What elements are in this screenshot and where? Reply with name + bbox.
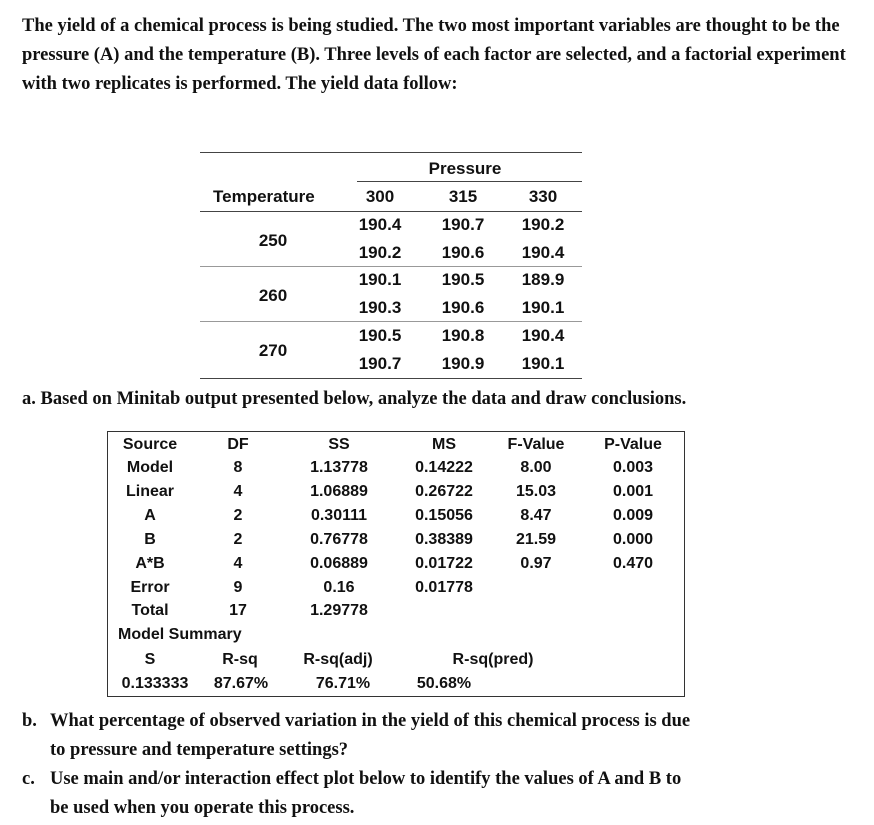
summary-value: 87.67% bbox=[213, 675, 269, 692]
summary-header: R-sq bbox=[222, 651, 258, 668]
summary-value: 76.71% bbox=[315, 675, 371, 692]
anova-cell: B bbox=[144, 531, 156, 548]
table-bottom-rule bbox=[200, 378, 582, 379]
anova-cell: 15.03 bbox=[515, 483, 557, 500]
yield-cell: 190.4 bbox=[521, 326, 565, 345]
question-c-label: c. bbox=[22, 769, 35, 789]
yield-cell: 190.6 bbox=[441, 298, 485, 317]
yield-cell: 190.1 bbox=[521, 298, 565, 317]
summary-value: 50.68% bbox=[416, 675, 472, 692]
anova-cell: 0.26722 bbox=[415, 483, 473, 500]
anova-header: DF bbox=[227, 436, 249, 453]
anova-cell: 0.15056 bbox=[415, 507, 473, 524]
pressure-level: 330 bbox=[528, 187, 558, 206]
summary-value: 0.133333 bbox=[121, 675, 189, 692]
yield-cell: 190.2 bbox=[358, 243, 402, 262]
yield-cell: 190.5 bbox=[441, 270, 485, 289]
yield-cell: 190.6 bbox=[441, 243, 485, 262]
yield-cell: 190.1 bbox=[358, 270, 402, 289]
summary-header: R-sq(pred) bbox=[452, 651, 534, 668]
pressure-header: Pressure bbox=[428, 159, 502, 178]
model-summary-title: Model Summary bbox=[118, 626, 242, 643]
anova-cell: 4 bbox=[233, 483, 243, 500]
anova-cell: 0.009 bbox=[612, 507, 654, 524]
anova-cell: 0.01778 bbox=[415, 579, 473, 596]
anova-cell: A bbox=[144, 507, 156, 524]
anova-cell: 8.47 bbox=[520, 507, 552, 524]
yield-cell: 190.2 bbox=[521, 215, 565, 234]
question-a: a. Based on Minitab output presented below, analyze the data and draw conclusions. bbox=[22, 389, 687, 409]
question-c-line1: Use main and/or interaction effect plot below to identify the values of A and B to bbox=[50, 769, 682, 789]
anova-cell: 21.59 bbox=[515, 531, 557, 548]
anova-cell: Model bbox=[126, 459, 174, 476]
header-rule bbox=[200, 211, 582, 212]
temperature-header: Temperature bbox=[213, 187, 315, 206]
problem-statement: The yield of a chemical process is being studied. The two most important variables are thought to be the pressure (A) and the temperature (B). Three levels of each factor are selected, and a factorial experiment with two replicates is performed. The yield data follow: bbox=[22, 16, 846, 94]
anova-cell: 1.13778 bbox=[310, 459, 368, 476]
anova-cell: 1.06889 bbox=[310, 483, 368, 500]
anova-header: SS bbox=[328, 436, 350, 453]
anova-cell: 1.29778 bbox=[310, 602, 368, 619]
anova-cell: 0.76778 bbox=[310, 531, 368, 548]
row-rule bbox=[200, 321, 582, 322]
yield-cell: 190.9 bbox=[441, 354, 485, 373]
yield-cell: 190.4 bbox=[358, 215, 402, 234]
anova-cell: 0.30111 bbox=[310, 507, 368, 524]
yield-cell: 190.5 bbox=[358, 326, 402, 345]
anova-cell: 0.16 bbox=[323, 579, 355, 596]
anova-header: P-Value bbox=[604, 436, 662, 453]
anova-cell: Total bbox=[131, 602, 169, 619]
pressure-level: 300 bbox=[365, 187, 395, 206]
yield-cell: 189.9 bbox=[521, 270, 565, 289]
question-c bbox=[22, 765, 852, 823]
yield-cell: 190.7 bbox=[358, 354, 402, 373]
temperature-level: 270 bbox=[258, 341, 288, 360]
question-b-line2: to pressure and temperature settings? bbox=[50, 740, 349, 760]
yield-cell: 190.4 bbox=[521, 243, 565, 262]
question-b bbox=[22, 707, 852, 765]
anova-cell: 0.14222 bbox=[415, 459, 473, 476]
yield-cell: 190.7 bbox=[441, 215, 485, 234]
temperature-level: 250 bbox=[258, 231, 288, 250]
anova-cell: 0.38389 bbox=[415, 531, 473, 548]
anova-cell: 8 bbox=[233, 459, 243, 476]
yield-cell: 190.8 bbox=[441, 326, 485, 345]
anova-cell: 0.000 bbox=[612, 531, 654, 548]
minitab-output bbox=[107, 431, 685, 697]
anova-cell: Linear bbox=[125, 483, 175, 500]
anova-cell: 0.97 bbox=[520, 555, 552, 572]
anova-header: Source bbox=[122, 436, 178, 453]
anova-cell: Error bbox=[130, 579, 170, 596]
temperature-level: 260 bbox=[258, 286, 288, 305]
pressure-level: 315 bbox=[448, 187, 478, 206]
anova-cell: 2 bbox=[233, 507, 243, 524]
question-b-line1: What percentage of observed variation in the yield of this chemical process is due bbox=[50, 711, 691, 731]
question-c-line2: be used when you operate this process. bbox=[50, 798, 355, 818]
anova-cell: 0.06889 bbox=[310, 555, 368, 572]
pressure-rule bbox=[357, 181, 582, 182]
yield-cell: 190.3 bbox=[358, 298, 402, 317]
question-b-label: b. bbox=[22, 711, 37, 731]
anova-cell: 17 bbox=[229, 602, 247, 619]
anova-cell: 8.00 bbox=[520, 459, 552, 476]
yield-cell: 190.1 bbox=[521, 354, 565, 373]
anova-cell: 0.001 bbox=[612, 483, 654, 500]
anova-header: F-Value bbox=[507, 436, 565, 453]
summary-header: S bbox=[144, 651, 156, 668]
anova-cell: 0.470 bbox=[612, 555, 654, 572]
anova-cell: 0.003 bbox=[612, 459, 654, 476]
summary-header: R-sq(adj) bbox=[303, 651, 373, 668]
anova-cell: A*B bbox=[135, 555, 165, 572]
row-rule bbox=[200, 266, 582, 267]
anova-cell: 2 bbox=[233, 531, 243, 548]
anova-cell: 4 bbox=[233, 555, 243, 572]
anova-header: MS bbox=[432, 436, 456, 453]
anova-cell: 0.01722 bbox=[415, 555, 473, 572]
anova-cell: 9 bbox=[233, 579, 243, 596]
table-top-rule bbox=[200, 152, 582, 153]
